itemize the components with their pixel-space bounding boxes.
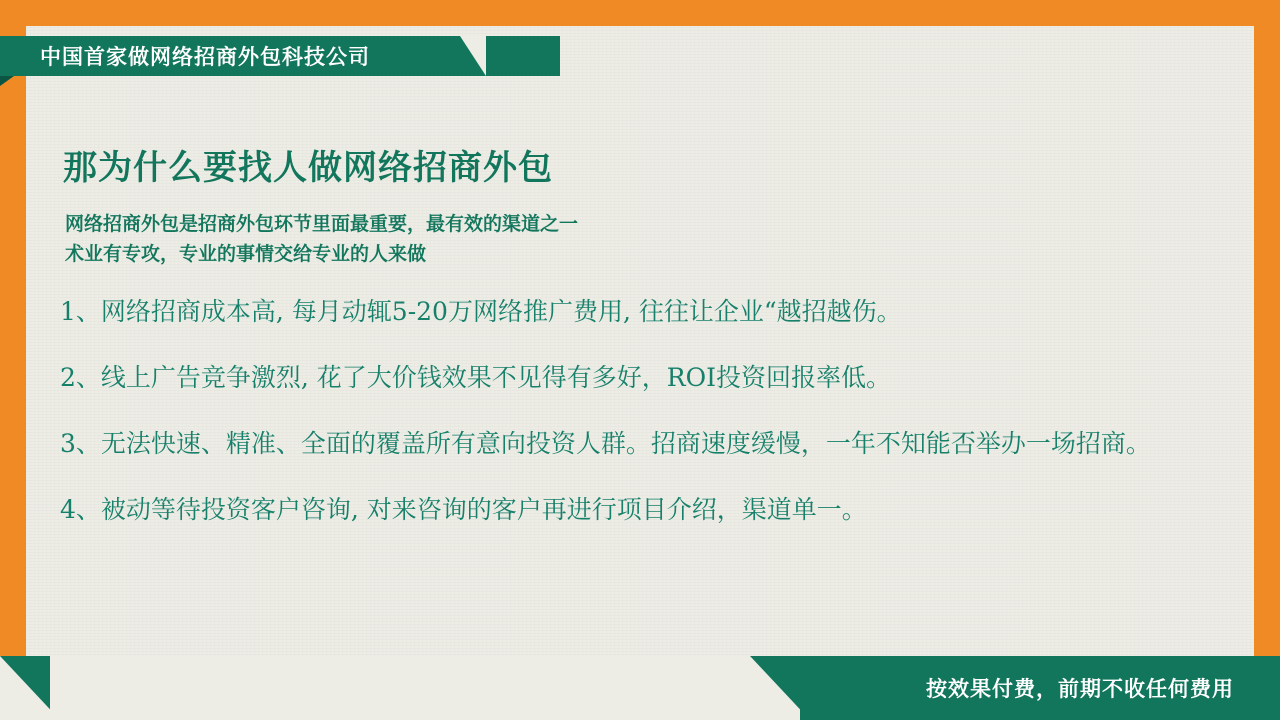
list-item: 2、线上广告竞争激烈, 花了大价钱效果不见得有多好，ROI投资回报率低。 [60,363,891,392]
footer-cut-shape [50,656,800,720]
footer-notch-shape [0,656,60,720]
list-item: 3、无法快速、精准、全面的覆盖所有意向投资人群。招商速度缓慢，一年不知能否举办一场招商。 [60,429,1151,458]
footer-label: 按效果付费，前期不收任何费用 [926,678,1234,701]
page-subtitle-line-2: 术业有专攻，专业的事情交给专业的人来做 [65,244,427,265]
header-ribbon-label: 中国首家做网络招商外包科技公司 [40,46,370,69]
page-title: 那为什么要找人做网络招商外包 [63,149,553,187]
ribbon-tail-shape [486,36,512,76]
page-subtitle-line-1: 网络招商外包是招商外包环节里面最重要，最有效的渠道之一 [65,214,579,235]
list-item: 1、网络招商成本高, 每月动辄5-20万网络推广费用, 往往让企业“越招越伤。 [60,297,902,326]
ribbon-shadow-shape [0,76,14,86]
list-item: 4、被动等待投资客户咨询, 对来咨询的客户再进行项目介绍，渠道单一。 [60,495,867,524]
page-subtitle [65,210,578,270]
ribbon-notch-shape [460,36,486,76]
points-list [60,292,1195,556]
